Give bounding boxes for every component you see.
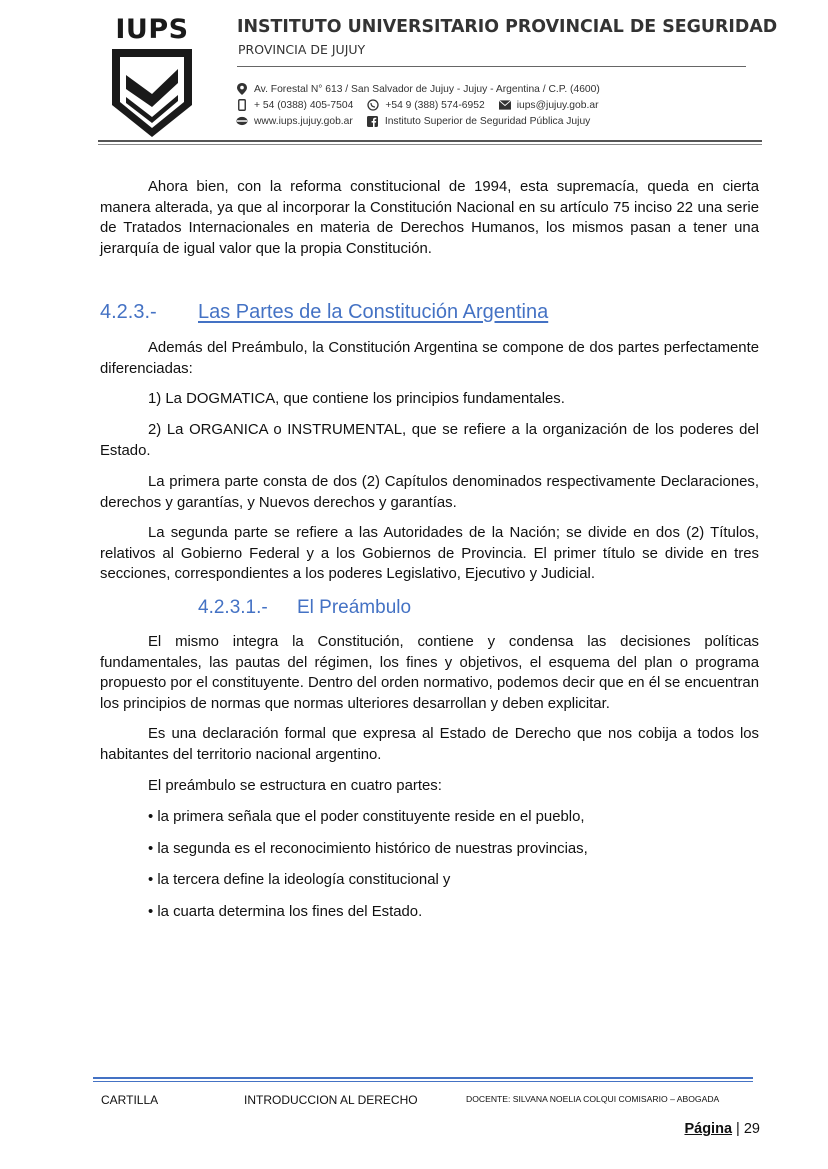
location-pin-icon <box>236 83 248 95</box>
list-item: • la tercera define la ideología constitucional y <box>148 872 451 888</box>
address-text: Av. Forestal N° 613 / San Salvador de Jujuy - Jujuy - Argentina / C.P. (4600) <box>254 83 600 95</box>
section-title: Las Partes de la Constitución Argentina <box>198 301 549 323</box>
subsection-paragraph-3: El preámbulo se estructura en cuatro partes: <box>148 778 442 794</box>
footer-rule <box>93 1077 753 1079</box>
address-line <box>236 83 600 95</box>
logo-text: IUPS <box>115 14 189 45</box>
web-icon <box>236 115 248 127</box>
email-text: iups@jujuy.gob.ar <box>516 99 599 111</box>
subsection-number: 4.2.3.1.- <box>198 597 268 618</box>
mail-icon <box>499 99 511 111</box>
page-number <box>684 1121 760 1137</box>
website-text: www.iups.jujuy.gob.ar <box>254 115 353 127</box>
footer-rule-secondary <box>93 1081 753 1082</box>
list-item: • la primera señala que el poder constituyente reside en el pueblo, <box>148 809 585 825</box>
phone-icon <box>236 99 248 111</box>
facebook-icon <box>367 115 379 127</box>
subsection-title: El Preámbulo <box>297 597 412 618</box>
header-divider <box>237 66 746 67</box>
whatsapp-text: +54 9 (388) 574-6952 <box>385 99 485 111</box>
footer-teacher: DOCENTE: SILVANA NOELIA COLQUI COMISARIO – ABOGADA <box>466 1094 720 1104</box>
whatsapp-icon <box>367 99 379 111</box>
web-line <box>236 115 590 127</box>
header-rule-secondary <box>98 144 762 145</box>
page-label: Página <box>684 1121 733 1137</box>
phone-text: + 54 (0388) 405-7504 <box>254 99 354 111</box>
subsection-heading <box>198 597 411 619</box>
list-item-organica: 2) La ORGANICA o INSTRUMENTAL, que se refiere a la organización de los poderes del Estado. <box>100 422 759 459</box>
page-separator: | <box>736 1121 740 1137</box>
subsection-paragraph-1: El mismo integra la Constitución, contiene y condensa las decisiones políticas fundamentales, las pautas del régimen, los fines y objetivos, el esquema del plan o programa propuesto por el constituyente. Dentro del orden normativo, podemos decir que en él se encuentran los principios de normas que normas ulteriores desarrollan y deben explicitar. <box>100 634 759 712</box>
list-item: • la cuarta determina los fines del Estado. <box>148 904 423 920</box>
subsection-paragraph-2: Es una declaración formal que expresa al Estado de Derecho que nos cobija a todos los habitantes del territorio nacional argentino. <box>100 726 759 763</box>
shield-logo-icon <box>110 47 194 139</box>
section-heading <box>100 301 548 324</box>
list-item-dogmatica: 1) La DOGMATICA, que contiene los principios fundamentales. <box>148 391 565 407</box>
footer-course: INTRODUCCION AL DERECHO <box>244 1093 418 1107</box>
list-item: • la segunda es el reconocimiento histórico de nuestras provincias, <box>148 841 588 857</box>
facebook-text: Instituto Superior de Seguridad Pública Jujuy <box>384 115 591 127</box>
province-name: PROVINCIA DE JUJUY <box>238 42 366 57</box>
section-paragraph-2: La primera parte consta de dos (2) Capítulos denominados respectivamente Declaraciones, derechos y garantías, y Nuevos derechos y garantías. <box>100 474 759 511</box>
intro-paragraph: Ahora bien, con la reforma constitucional de 1994, esta supremacía, queda en cierta manera alterada, ya que al incorporar la Constitución Nacional en su artículo 75 inciso 22 una serie de Tratados Internacionales en materia de Derechos Humanos, los mismos pasan a tener una jerarquía de igual valor que la propia Constitución. <box>100 179 759 257</box>
section-number: 4.2.3.- <box>100 301 157 323</box>
institution-name: INSTITUTO UNIVERSITARIO PROVINCIAL DE SEGURIDAD <box>237 17 778 37</box>
header-rule <box>98 140 762 142</box>
page-number-value: 29 <box>743 1121 760 1137</box>
footer-left: CARTILLA <box>101 1093 159 1107</box>
section-paragraph-1: Además del Preámbulo, la Constitución Argentina se compone de dos partes perfectamente diferenciadas: <box>100 340 759 377</box>
phone-line <box>236 99 599 111</box>
section-paragraph-3: La segunda parte se refiere a las Autoridades de la Nación; se divide en dos (2) Títulos, relativos al Gobierno Federal y a los Gobiernos de Provincia. El primer título se divide en tres secciones, correspondientes a los poderes Legislativo, Ejecutivo y Judicial. <box>100 525 759 582</box>
